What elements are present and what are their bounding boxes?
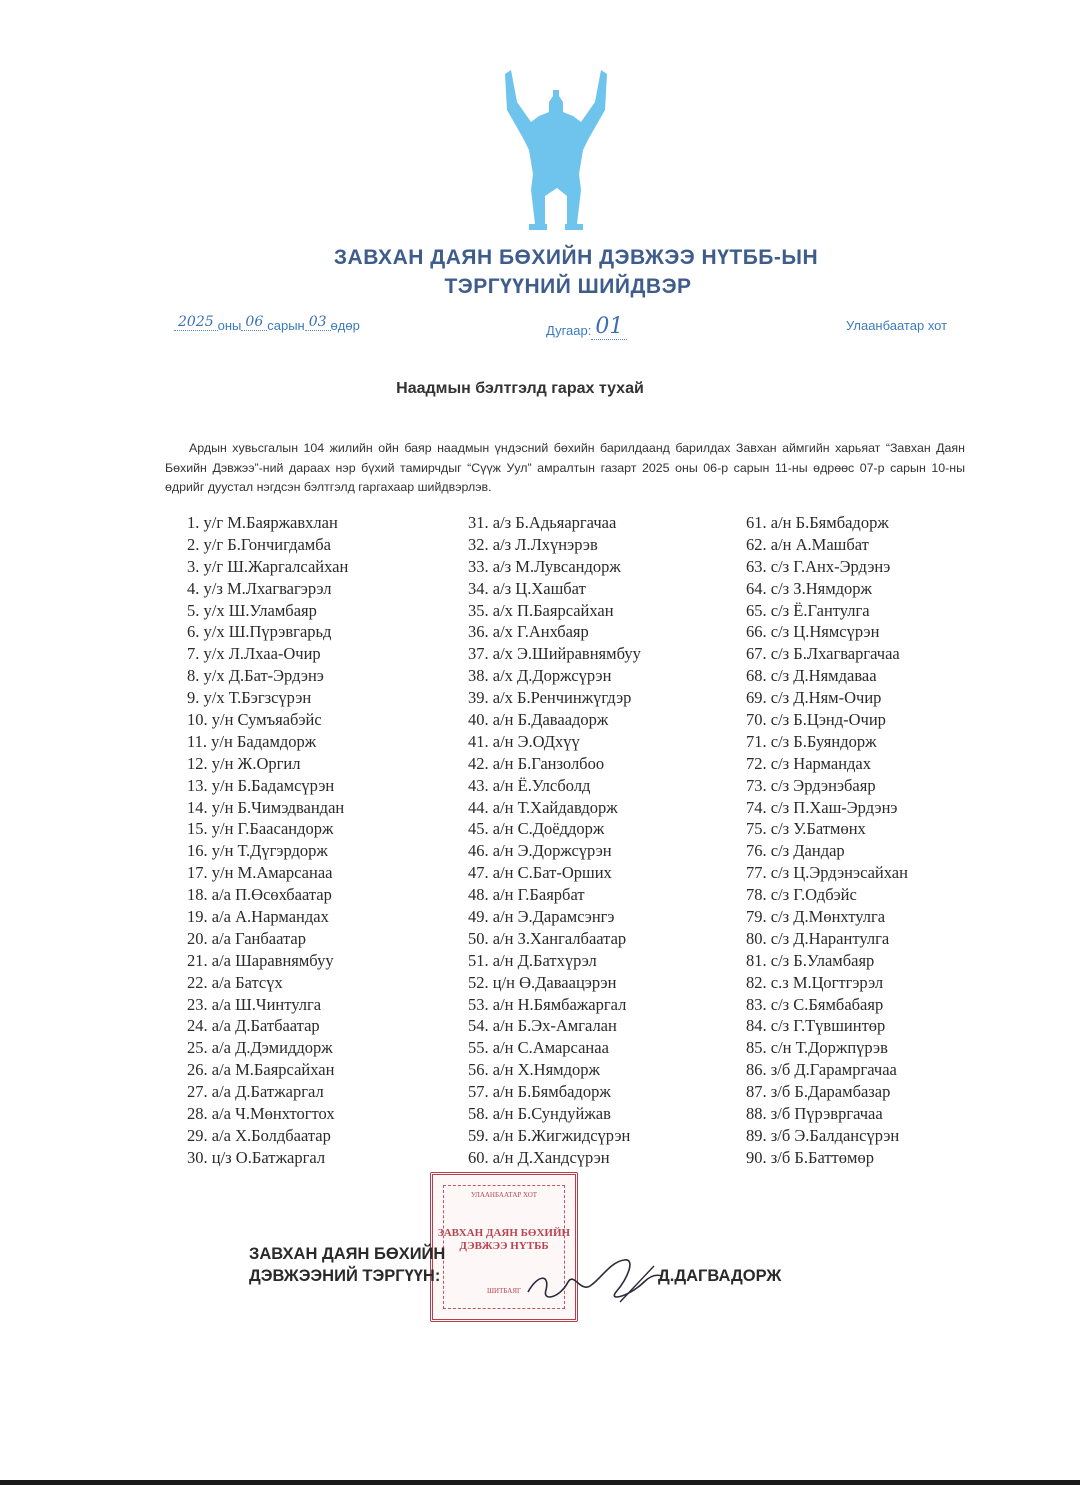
athlete-item: 67. с/з Б.Лхагваргачаа <box>746 644 900 664</box>
athlete-item: 21. а/а Шаравнямбуу <box>187 950 334 970</box>
athlete-item: 30. ц/з О.Батжаргал <box>187 1147 326 1167</box>
athlete-item: 79. с/з Д.Мөнхтулга <box>746 907 886 927</box>
athlete-item: 23. а/а Ш.Чинтулга <box>187 994 322 1014</box>
athlete-item: 15. у/н Г.Баасандорж <box>187 819 334 839</box>
number-handwritten: 01 <box>591 314 627 340</box>
athlete-item: 33. а/з М.Лувсандорж <box>468 556 621 576</box>
athlete-item: 3. у/г Ш.Жаргалсайхан <box>187 556 349 576</box>
athlete-item: 71. с/з Б.Буяндорж <box>746 731 877 751</box>
athlete-item: 28. а/а Ч.Мөнхтогтох <box>187 1104 335 1124</box>
athlete-item: 17. у/н М.Амарсанаа <box>187 863 333 883</box>
athlete-item: 45. а/н С.Доёддорж <box>468 819 605 839</box>
athlete-item: 68. с/з Д.Нямдаваа <box>746 666 877 686</box>
athlete-item: 20. а/а Ганбаатар <box>187 928 306 948</box>
athlete-item: 84. с/з Г.Түвшинтөр <box>746 1016 886 1036</box>
athlete-item: 74. с/з П.Хаш-Эрдэнэ <box>746 797 898 817</box>
athlete-item: 11. у/н Бадамдорж <box>187 731 317 751</box>
month-handwritten: 06 <box>241 314 267 331</box>
athlete-item: 57. а/н Б.Бямбадорж <box>468 1082 611 1102</box>
athlete-item: 73. с/з Эрдэнэбаяр <box>746 775 876 795</box>
athlete-item: 90. з/б Б.Баттөмөр <box>746 1147 874 1167</box>
document-number <box>546 316 627 342</box>
stamp-center-text: ЗАВХАН ДАЯН БӨХИЙН ДЭВЖЭЭ НҮТББ <box>437 1227 571 1252</box>
year-suffix: оны <box>217 318 242 333</box>
decision-title: ТЭРГҮҮНИЙ ШИЙДВЭР <box>444 275 692 298</box>
athlete-item: 36. а/х Г.Анхбаяр <box>468 622 589 642</box>
athlete-item: 76. с/з Дандар <box>746 841 845 861</box>
athlete-item: 65. с/з Ё.Гантулга <box>746 600 870 620</box>
athlete-item: 22. а/а Батсүх <box>187 972 283 992</box>
athlete-item: 56. а/н Х.Нямдорж <box>468 1060 600 1080</box>
athlete-item: 7. у/х Л.Лхаа-Очир <box>187 644 321 664</box>
athlete-item: 49. а/н Э.Дарамсэнгэ <box>468 907 615 927</box>
athlete-item: 82. с.з М.Цогтгэрэл <box>746 972 884 992</box>
athlete-item: 14. у/н Б.Чимэдвандан <box>187 797 345 817</box>
handwritten-signature-icon <box>520 1252 680 1312</box>
athlete-item: 64. с/з З.Нямдорж <box>746 578 872 598</box>
athlete-item: 63. с/з Г.Анх-Эрдэнэ <box>746 556 891 576</box>
athlete-item: 38. а/х Д.Доржсүрэн <box>468 666 612 686</box>
athlete-item: 61. а/н Б.Бямбадорж <box>746 513 889 532</box>
athlete-item: 25. а/а Д.Дэмиддорж <box>187 1038 333 1058</box>
page-bottom-edge <box>0 1480 1080 1485</box>
number-label: Дугаар: <box>546 323 592 338</box>
athlete-item: 46. а/н Э.Доржсүрэн <box>468 841 612 861</box>
signatory-title-line2: ДЭВЖЭЭНИЙ ТЭРГҮҮН: <box>249 1267 441 1285</box>
athlete-item: 62. а/н А.Машбат <box>746 534 869 554</box>
year-handwritten: 2025 <box>174 314 218 331</box>
document-date <box>174 314 360 335</box>
athlete-item: 51. а/н Д.Батхүрэл <box>468 950 597 970</box>
athlete-item: 10. у/н Сумъяабэйс <box>187 710 322 730</box>
city-label: Улаанбаатар хот <box>846 318 948 333</box>
athlete-item: 50. а/н З.Хангалбаатар <box>468 928 627 948</box>
athlete-item: 6. у/х Ш.Пүрэвгарьд <box>187 622 332 642</box>
signatory-name: Д.ДАГВАДОРЖ <box>658 1267 782 1285</box>
athlete-item: 44. а/н Т.Хайдавдорж <box>468 797 618 817</box>
athlete-item: 59. а/н Б.Жигжидсүрэн <box>468 1125 631 1145</box>
subject-heading: Наадмын бэлтгэлд гарах тухай <box>396 380 644 397</box>
athlete-item: 1. у/г М.Баяржавхлан <box>187 513 338 532</box>
athlete-list-column-2 <box>468 512 641 1169</box>
athlete-item: 40. а/н Б.Даваадорж <box>468 710 609 730</box>
month-suffix: сарын <box>267 318 305 333</box>
athlete-item: 66. с/з Ц.Нямсүрэн <box>746 622 880 642</box>
athlete-item: 77. с/з Ц.Эрдэнэсайхан <box>746 863 908 883</box>
athlete-item: 88. з/б Пүрэвргачаа <box>746 1104 883 1124</box>
athlete-item: 24. а/а Д.Батбаатар <box>187 1016 320 1036</box>
athlete-item: 18. а/а П.Өсөхбаатар <box>187 885 332 905</box>
athlete-item: 37. а/х Э.Шийравнямбуу <box>468 644 641 664</box>
athlete-item: 39. а/х Б.Ренчинжүгдэр <box>468 688 632 708</box>
athlete-item: 5. у/х Ш.Уламбаяр <box>187 600 317 620</box>
athlete-item: 55. а/н С.Амарсанаа <box>468 1038 609 1058</box>
athlete-item: 80. с/з Д.Нарантулга <box>746 928 890 948</box>
athlete-item: 26. а/а М.Баярсайхан <box>187 1060 335 1080</box>
athlete-item: 87. з/б Б.Дарамбазар <box>746 1082 891 1102</box>
athlete-item: 4. у/з М.Лхагвагэрэл <box>187 578 332 598</box>
athlete-item: 35. а/х П.Баярсайхан <box>468 600 614 620</box>
athlete-item: 75. с/з У.Батмөнх <box>746 819 866 839</box>
wrestler-logo-icon <box>497 66 615 231</box>
athlete-item: 81. с/з Б.Уламбаяр <box>746 950 875 970</box>
athlete-item: 83. с/з С.Бямбабаяр <box>746 994 884 1014</box>
athlete-item: 16. у/н Т.Дүгэрдорж <box>187 841 328 861</box>
athlete-item: 69. с/з Д.Ням-Очир <box>746 688 882 708</box>
athlete-item: 27. а/а Д.Батжаргал <box>187 1082 324 1102</box>
athlete-item: 58. а/н Б.Сундуйжав <box>468 1104 611 1124</box>
day-handwritten: 03 <box>305 314 331 331</box>
athlete-item: 70. с/з Б.Цэнд-Очир <box>746 710 886 730</box>
athlete-item: 42. а/н Б.Ганзолбоо <box>468 753 605 773</box>
day-suffix: өдөр <box>330 318 360 333</box>
athlete-item: 13. у/н Б.Бадамсүрэн <box>187 775 335 795</box>
body-paragraph: Ардын хувьсгалын 104 жилийн ойн баяр наадмын үндэсний бөхийн барилдаанд барилдах Завхан аймгийн харьяат “Завхан Даян Бөхийн Дэвжээ”-ний дараах нэр бүхий тамирчдыг “Сүүж Уул” амралтын газарт 2025 оны 06-р сарын 11-ны өдрөөс 07-р сарын 10-ны өдрийг дуустал нэгдсэн бэлтгэлд гаргахаар шийдвэрлэв. <box>165 441 965 494</box>
athlete-item: 89. з/б Э.Балдансүрэн <box>746 1125 900 1145</box>
athlete-item: 54. а/н Б.Эх-Амгалан <box>468 1016 617 1036</box>
athlete-item: 41. а/н Э.ОДхүү <box>468 731 580 751</box>
organization-title: ЗАВХАН ДАЯН БӨХИЙН ДЭВЖЭЭ НҮТББ-ЫН <box>333 246 819 269</box>
athlete-item: 43. а/н Ё.Улсболд <box>468 775 591 795</box>
stamp-top-text: УЛААНБААТАР ХОТ <box>470 1191 538 1199</box>
athlete-item: 32. а/з Л.Лхүнэрэв <box>468 534 598 554</box>
athlete-item: 9. у/х Т.Бэгзсүрэн <box>187 688 312 708</box>
athlete-item: 72. с/з Нармандах <box>746 753 871 773</box>
athlete-item: 78. с/з Г.Одбэйс <box>746 885 857 905</box>
athlete-item: 19. а/а А.Нармандах <box>187 907 329 927</box>
athlete-item: 34. а/з Ц.Хашбат <box>468 578 586 598</box>
athlete-item: 53. а/н Н.Бямбажаргал <box>468 994 627 1014</box>
athlete-item: 86. з/б Д.Гарамргачаа <box>746 1060 897 1080</box>
signatory-title-line1: ЗАВХАН ДАЯН БӨХИЙН <box>249 1245 446 1263</box>
athlete-item: 85. с/н Т.Доржпүрэв <box>746 1038 888 1058</box>
athlete-list-column-1 <box>187 512 348 1169</box>
athlete-item: 2. у/г Б.Гончигдамба <box>187 534 331 554</box>
athlete-item: 52. ц/н Ө.Даваацэрэн <box>468 972 617 992</box>
athlete-item: 48. а/н Г.Баярбат <box>468 885 585 905</box>
athlete-item: 31. а/з Б.Адьяаргачаа <box>468 513 617 532</box>
athlete-item: 8. у/х Д.Бат-Эрдэнэ <box>187 666 324 686</box>
athlete-list-column-3 <box>746 512 908 1169</box>
stamp-bottom-text: ШИТБАЯГ <box>486 1287 522 1295</box>
athlete-item: 29. а/а Х.Болдбаатар <box>187 1125 331 1145</box>
athlete-item: 12. у/н Ж.Оргил <box>187 753 301 773</box>
athlete-item: 47. а/н С.Бат-Орших <box>468 863 612 883</box>
athlete-item: 60. а/н Д.Хандсүрэн <box>468 1147 610 1167</box>
